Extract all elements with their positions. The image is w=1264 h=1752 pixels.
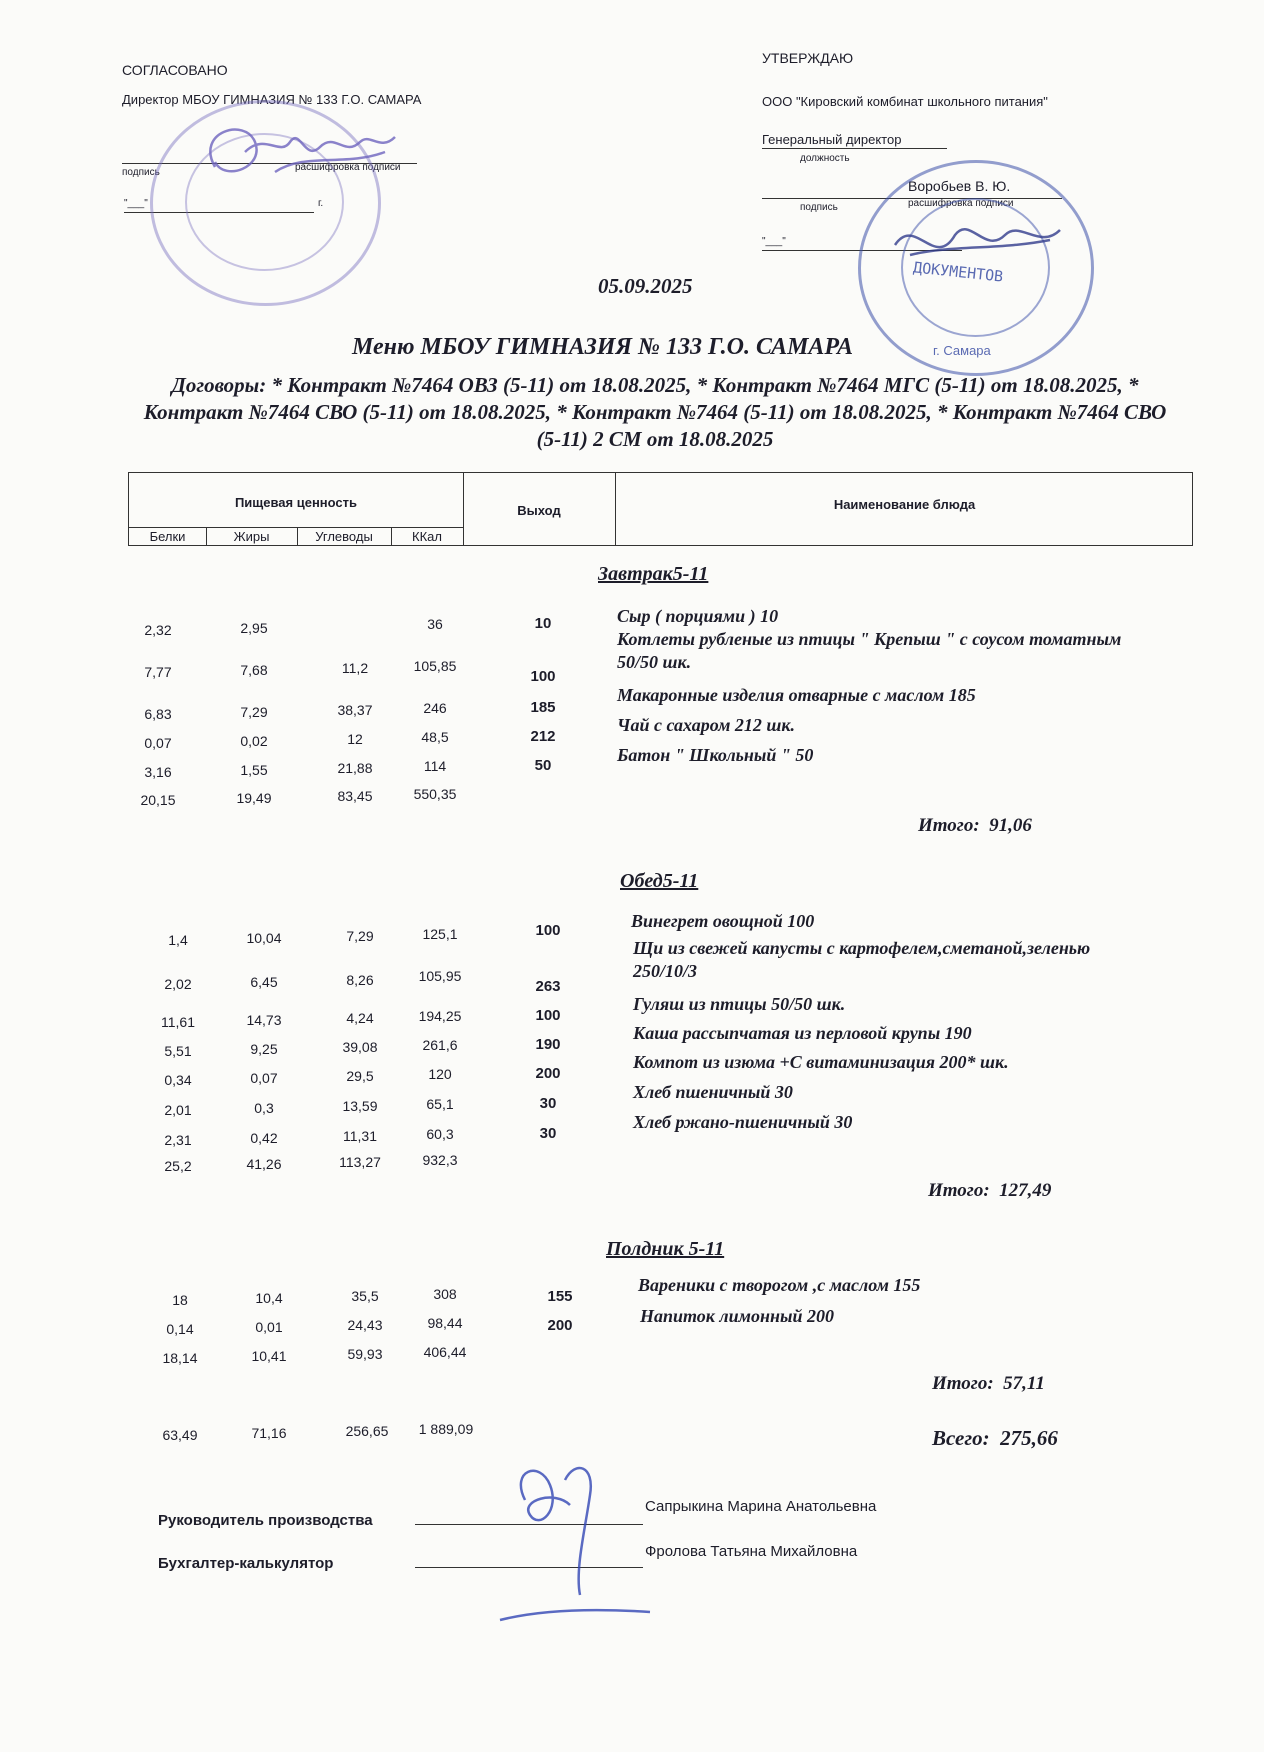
kcal-sum: 406,44	[423, 1344, 467, 1360]
header-carbs: Углеводы	[315, 529, 373, 544]
carbs-sum: 113,27	[339, 1154, 381, 1170]
total-label: Итого:	[918, 815, 980, 836]
carbs-value: 21,88	[337, 760, 373, 776]
weight-value: 212	[530, 728, 556, 745]
production-signature	[480, 1460, 660, 1630]
kcal-value: 125,1	[422, 926, 458, 942]
dish-name: Вареники с творогом ,с маслом 155	[638, 1275, 921, 1295]
protein-sum: 20,15	[140, 792, 176, 808]
section-title: Обед5-11	[620, 870, 699, 892]
protein-value: 1,4	[168, 932, 188, 948]
fat-sum: 19,49	[236, 790, 272, 806]
protein-value: 0,07	[144, 735, 172, 751]
weight-value: 50	[534, 757, 552, 774]
agreed-decode-label: расшифровка подписи	[295, 162, 401, 173]
approved-position: Генеральный директор	[762, 132, 902, 147]
agreed-sign-label: подпись	[122, 167, 160, 178]
protein-value: 11,61	[161, 1014, 195, 1030]
fat-value: 0,07	[250, 1070, 278, 1086]
carbs-value: 24,43	[347, 1317, 383, 1333]
kcal-value: 120	[428, 1066, 452, 1082]
fat-value: 14,73	[246, 1012, 282, 1028]
agreed-date-prefix: "___"	[124, 198, 148, 209]
carbs-value: 38,37	[337, 702, 373, 718]
dish-name: Напиток лимонный 200	[640, 1306, 834, 1326]
table-header	[128, 472, 1193, 546]
weight-value: 30	[539, 1125, 557, 1142]
carbs-value: 29,5	[346, 1068, 374, 1084]
carbs-value: 12	[347, 731, 363, 747]
fat-grand: 71,16	[251, 1425, 287, 1441]
approved-name: Воробьев В. Ю.	[908, 178, 1011, 194]
fat-value: 0,42	[250, 1130, 278, 1146]
approved-heading: УТВЕРЖДАЮ	[762, 50, 854, 66]
section-title: Завтрак5-11	[598, 563, 709, 585]
header-dish: Наименование блюда	[833, 497, 976, 512]
dish-name: Щи из свежей капусты с картофелем,сметаной,зеленью 250/10/3	[633, 938, 1091, 981]
total-label: Итого:	[928, 1180, 990, 1201]
fat-value: 1,55	[240, 762, 268, 778]
approved-date-prefix: "___"	[762, 236, 786, 247]
dish-name: Макаронные изделия отварные с маслом 185	[617, 685, 976, 705]
kcal-grand: 1 889,09	[418, 1421, 474, 1437]
fat-value: 10,04	[246, 930, 282, 946]
dish-name: Батон " Школьный " 50	[617, 745, 814, 765]
kcal-value: 246	[423, 700, 447, 716]
carbs-value: 11,31	[343, 1128, 377, 1144]
weight-value: 30	[539, 1095, 557, 1112]
header-weight: Выход	[517, 503, 561, 518]
protein-value: 18	[172, 1292, 188, 1308]
menu-title: Меню МБОУ ГИМНАЗИЯ № 133 Г.О. САМАРА	[352, 334, 853, 360]
weight-value: 100	[535, 922, 561, 939]
fat-value: 2,95	[240, 620, 268, 636]
director-signature	[185, 112, 405, 202]
fat-value: 7,68	[240, 662, 268, 678]
header-kcal: ККал	[412, 529, 442, 544]
weight-value: 200	[547, 1317, 573, 1334]
grand-total-value: 275,66	[1000, 1426, 1058, 1450]
protein-value: 0,34	[164, 1072, 192, 1088]
protein-value: 2,32	[144, 622, 172, 638]
dish-name: Котлеты рубленые из птицы " Крепыш " с соусом томатным 50/50 шк.	[617, 629, 1122, 672]
fat-value: 0,3	[254, 1100, 274, 1116]
kcal-sum: 932,3	[422, 1152, 458, 1168]
total-value: 127,49	[999, 1180, 1052, 1201]
protein-value: 2,01	[164, 1102, 192, 1118]
protein-value: 2,31	[164, 1132, 192, 1148]
protein-sum: 25,2	[164, 1158, 192, 1174]
weight-value: 10	[534, 615, 552, 632]
fat-value: 0,01	[255, 1319, 283, 1335]
dish-name: Хлеб ржано-пшеничный 30	[633, 1112, 853, 1132]
protein-value: 5,51	[164, 1043, 192, 1059]
signer-role: Бухгалтер-калькулятор	[158, 1555, 334, 1572]
fat-value: 10,4	[255, 1290, 283, 1306]
approved-decode-label: расшифровка подписи	[908, 198, 1014, 209]
protein-value: 0,14	[166, 1321, 194, 1337]
kcal-value: 261,6	[422, 1037, 458, 1053]
signer-name: Фролова Татьяна Михайловна	[645, 1543, 858, 1560]
approved-org: ООО "Кировский комбинат школьного питания"	[762, 94, 1048, 109]
contracts-text: Договоры: * Контракт №7464 ОВЗ (5-11) от 18.08.2025, * Контракт №7464 МГС (5-11) от 18.08.2025, * Контракт №7464 СВО (5-11) от 18.08.2025, * Контракт №7464 (5-11) от 18.08.2025, * Контракт №7464 СВО (5-11) 2 СМ от 18.08.2025	[143, 373, 1167, 451]
carbs-value: 8,26	[346, 972, 374, 988]
protein-value: 6,83	[144, 706, 172, 722]
protein-grand: 63,49	[162, 1427, 198, 1443]
stamp-city: г. Самара	[933, 343, 991, 358]
carbs-value: 11,2	[341, 660, 369, 676]
carbs-value: 7,29	[346, 928, 374, 944]
kcal-value: 194,25	[418, 1008, 462, 1024]
kcal-value: 98,44	[427, 1315, 463, 1331]
fat-value: 7,29	[240, 704, 268, 720]
signer-role: Руководитель производства	[158, 1512, 373, 1529]
dish-name: Компот из изюма +С витаминизация 200* шк.	[633, 1052, 1009, 1072]
protein-value: 2,02	[164, 976, 192, 992]
total-value: 57,11	[1003, 1373, 1045, 1394]
protein-value: 7,77	[144, 664, 172, 680]
dish-name: Каша рассыпчатая из перловой крупы 190	[633, 1023, 972, 1043]
approved-sign-label: подпись	[800, 202, 838, 213]
protein-sum: 18,14	[162, 1350, 198, 1366]
kcal-sum: 550,35	[413, 786, 457, 802]
weight-value: 263	[535, 978, 561, 995]
carbs-value: 39,08	[342, 1039, 378, 1055]
header-nutrition: Пищевая ценность	[234, 495, 358, 510]
fat-value: 9,25	[250, 1041, 278, 1057]
fat-value: 0,02	[240, 733, 268, 749]
approved-position-label: должность	[800, 153, 850, 164]
total-label: Итого:	[932, 1373, 994, 1394]
carbs-value: 35,5	[351, 1288, 379, 1304]
agreed-position: Директор МБОУ ГИМНАЗИЯ № 133 Г.О. САМАРА	[122, 92, 422, 107]
signer-name: Сапрыкина Марина Анатольевна	[645, 1498, 877, 1515]
fat-sum: 41,26	[246, 1156, 282, 1172]
agreed-year-suffix: г.	[318, 198, 324, 209]
carbs-sum: 59,93	[347, 1346, 383, 1362]
menu-date: 05.09.2025	[598, 274, 693, 298]
kcal-value: 105,95	[418, 968, 462, 984]
carbs-grand: 256,65	[345, 1423, 389, 1439]
total-value: 91,06	[989, 815, 1032, 836]
dish-name: Гуляш из птицы 50/50 шк.	[633, 994, 846, 1014]
stamp-text: ДОКУМЕНТОВ	[912, 258, 1005, 286]
weight-value: 190	[535, 1036, 561, 1053]
kcal-value: 36	[427, 616, 443, 632]
section-title: Полдник 5-11	[606, 1238, 725, 1260]
kcal-value: 114	[423, 758, 447, 774]
fat-sum: 10,41	[251, 1348, 287, 1364]
protein-value: 3,16	[144, 764, 172, 780]
kcal-value: 65,1	[426, 1096, 454, 1112]
section-total	[928, 1180, 1051, 1202]
kcal-value: 60,3	[426, 1126, 454, 1142]
kcal-value: 48,5	[421, 729, 449, 745]
grand-total	[932, 1426, 1058, 1451]
dish-name: Хлеб пшеничный 30	[633, 1082, 793, 1102]
section-total	[932, 1373, 1045, 1395]
weight-value: 185	[530, 699, 556, 716]
grand-total-label: Всего:	[932, 1426, 990, 1450]
approved-position-line	[762, 148, 947, 149]
dish-name: Сыр ( порциями ) 10	[617, 606, 779, 626]
fat-value: 6,45	[250, 974, 278, 990]
header-fat: Жиры	[233, 529, 270, 544]
header-protein: Белки	[149, 529, 186, 544]
section-total	[918, 815, 1032, 837]
carbs-value: 13,59	[342, 1098, 378, 1114]
weight-value: 100	[530, 668, 556, 685]
weight-value: 200	[535, 1065, 561, 1082]
weight-value: 100	[535, 1007, 561, 1024]
agreed-heading: СОГЛАСОВАНО	[122, 62, 228, 78]
kcal-value: 308	[433, 1286, 457, 1302]
carbs-value: 4,24	[346, 1010, 374, 1026]
dish-name: Винегрет овощной 100	[631, 911, 815, 931]
dish-name: Чай с сахаром 212 шк.	[617, 715, 796, 735]
kcal-value: 105,85	[413, 658, 457, 674]
weight-value: 155	[547, 1288, 573, 1305]
carbs-sum: 83,45	[337, 788, 373, 804]
ceo-signature	[890, 210, 1070, 280]
